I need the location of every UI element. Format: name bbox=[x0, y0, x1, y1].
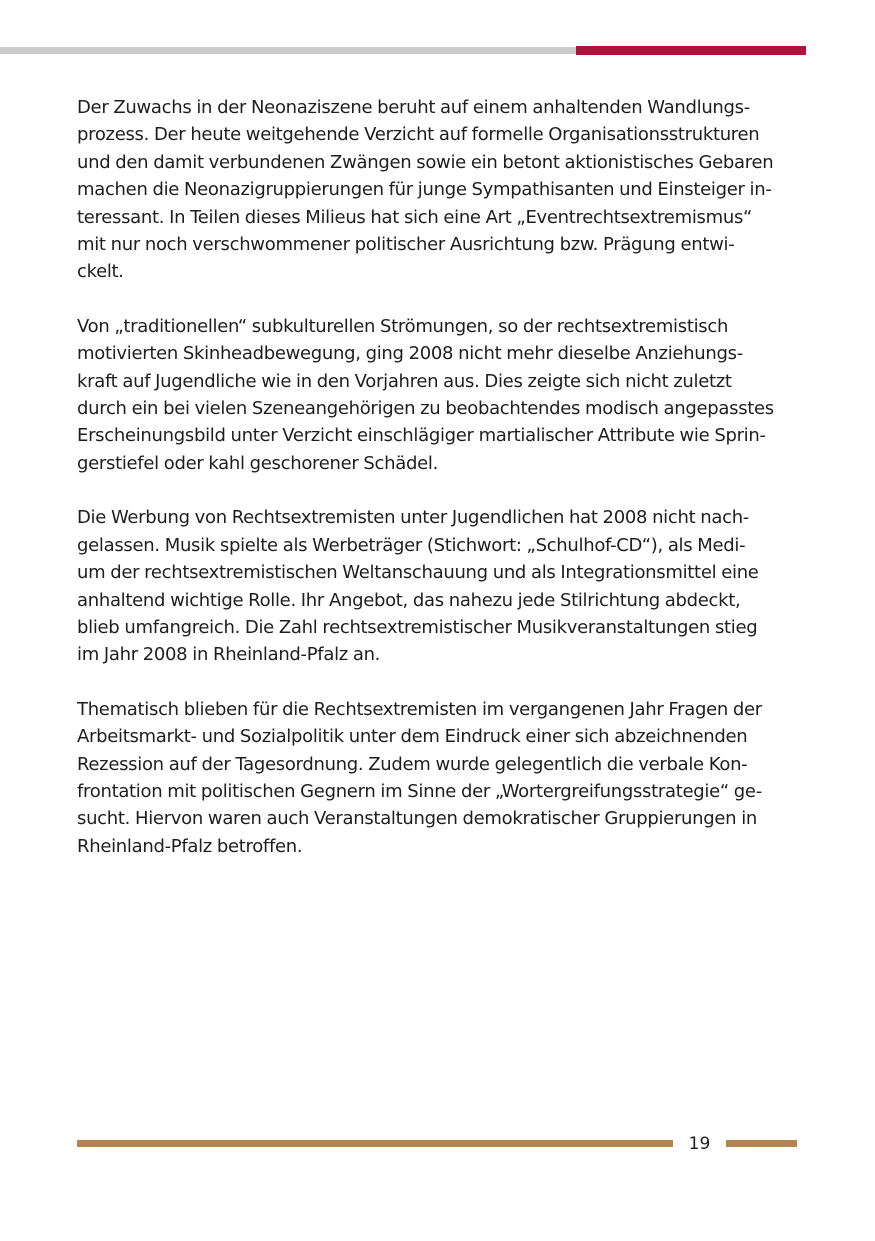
text-line: Die Werbung von Rechtsextremisten unter Jugendlichen hat 2008 nicht nach- bbox=[77, 507, 750, 529]
footer-rule-right bbox=[726, 1140, 797, 1147]
paragraph-neonazi-scene bbox=[77, 94, 799, 286]
text-line: Erscheinungsbild unter Verzicht einschlägiger martialischer Attribute wie Sprin- bbox=[77, 425, 766, 447]
text-line: durch ein bei vielen Szeneangehörigen zu beobachtendes modisch angepasstes bbox=[77, 398, 774, 420]
text-line: gelassen. Musik spielte als Werbeträger (Stichwort: „Schulhof-CD“), als Medi- bbox=[77, 534, 746, 556]
text-line: sucht. Hiervon waren auch Veranstaltungen demokratischer Gruppierungen in bbox=[77, 808, 758, 830]
text-line: prozess. Der heute weitgehende Verzicht auf formelle Organisationsstrukturen bbox=[77, 124, 760, 146]
text-line: um der rechtsextremistischen Weltanschauung und als Integrationsmittel eine bbox=[77, 562, 759, 584]
text-line: gerstiefel oder kahl geschorener Schädel. bbox=[77, 452, 439, 474]
text-line: ckelt. bbox=[77, 261, 124, 283]
paragraph-thematic-focus bbox=[77, 696, 799, 860]
text-line: motivierten Skinheadbewegung, ging 2008 nicht mehr dieselbe Anziehungs- bbox=[77, 343, 743, 365]
text-line: Arbeitsmarkt- und Sozialpolitik unter dem Eindruck einer sich abzeichnenden bbox=[77, 726, 748, 748]
text-line: im Jahr 2008 in Rheinland-Pfalz an. bbox=[77, 644, 381, 666]
text-line: Der Zuwachs in der Neonaziszene beruht auf einem anhaltenden Wandlungs- bbox=[77, 97, 750, 118]
text-line: mit nur noch verschwommener politischer Ausrichtung bzw. Prägung entwi- bbox=[77, 234, 735, 256]
header-rule-gray bbox=[0, 47, 576, 54]
footer-rule-left bbox=[77, 1140, 673, 1147]
text-line: machen die Neonazigruppierungen für junge Sympathisanten und Einsteiger in- bbox=[77, 179, 772, 201]
text-line: anhaltend wichtige Rolle. Ihr Angebot, das nahezu jede Stilrichtung abdeckt, bbox=[77, 589, 741, 611]
text-line: kraft auf Jugendliche wie in den Vorjahren aus. Dies zeigte sich nicht zuletzt bbox=[77, 370, 732, 392]
text-line: Rheinland-Pfalz betroffen. bbox=[77, 835, 303, 857]
text-line: frontation mit politischen Gegnern im Sinne der „Wortergreifungsstrategie“ ge- bbox=[77, 780, 762, 802]
text-line: Thematisch blieben für die Rechtsextremisten im vergangenen Jahr Fragen der bbox=[77, 698, 762, 720]
text-line: blieb umfangreich. Die Zahl rechtsextremistischer Musikveranstaltungen stieg bbox=[77, 616, 758, 638]
paragraph-recruitment-music bbox=[77, 504, 799, 668]
page-number: 19 bbox=[688, 1134, 711, 1154]
paragraph-subcultural-currents bbox=[77, 313, 799, 477]
text-line: Rezession auf der Tagesordnung. Zudem wurde gelegentlich die verbale Kon- bbox=[77, 753, 748, 775]
text-line: und den damit verbundenen Zwängen sowie ein betont aktionistisches Gebaren bbox=[77, 151, 774, 173]
header-rule-accent bbox=[576, 46, 806, 55]
body-text bbox=[77, 94, 799, 887]
text-line: teressant. In Teilen dieses Milieus hat sich eine Art „Eventrechtsextremismus“ bbox=[77, 206, 753, 228]
text-line: Von „traditionellen“ subkulturellen Strömungen, so der rechtsextremistisch bbox=[77, 315, 729, 337]
